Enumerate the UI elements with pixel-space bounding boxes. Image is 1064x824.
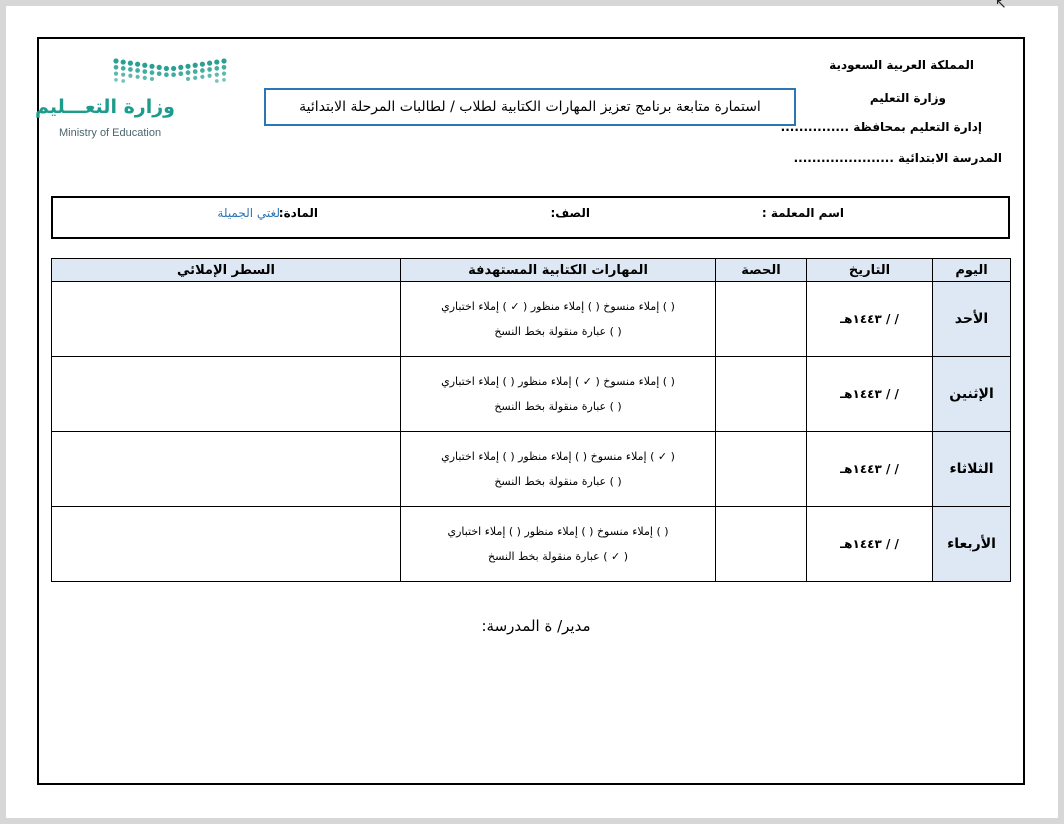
weekly-schedule-table [51,258,1011,582]
header-skills: المهارات الكتابية المستهدفة [401,259,716,282]
date-cell: / / ١٤٤٣هـ [807,432,933,507]
dictation-line-cell [52,282,401,357]
dictation-line-cell [52,507,401,582]
skills-cell [401,282,716,357]
table-header-row [52,259,1011,282]
teacher-name-label: اسم المعلمة : [761,206,844,220]
date-cell: / / ١٤٤٣هـ [807,507,933,582]
skills-option-phrase: ( ) عبارة منقولة بخط النسخ [494,325,622,338]
skills-option-phrase: ( ✓ ) عبارة منقولة بخط النسخ [487,550,629,563]
subject-value: لغتي الجميلة [217,206,280,220]
skills-options: ( ) إملاء منسوخ ( ✓ ) إملاء منظور ( ) إملاء اختباري [441,375,675,388]
school-line: المدرسة الابتدائية ...................... [793,151,1002,165]
day-cell: الإثنين [933,357,1011,432]
table-row [52,357,1011,432]
period-cell [716,282,807,357]
table-row [52,432,1011,507]
period-cell [716,432,807,507]
dictation-line-cell [52,357,401,432]
date-cell: / / ١٤٤٣هـ [807,357,933,432]
logo-english-text: Ministry of Education [59,127,162,139]
form-title: استمارة متابعة برنامج تعزيز المهارات الكتابية لطلاب / لطالبات المرحلة الابتدائية [264,88,796,126]
skills-cell [401,432,716,507]
skills-options: ( ) إملاء منسوخ ( ) إملاء منظور ( ) إملاء اختباري [447,525,669,538]
header-date: التاريخ [807,259,933,282]
administration-line: إدارة التعليم بمحافظة ............... [780,120,982,134]
skills-options: ( ✓ ) إملاء منسوخ ( ) إملاء منظور ( ) إملاء اختباري [441,450,675,463]
viewer-border-top [0,0,1064,6]
day-cell: الأربعاء [933,507,1011,582]
class-label: الصف: [550,206,590,220]
skills-cell [401,507,716,582]
day-cell: الثلاثاء [933,432,1011,507]
header-day: اليوم [933,259,1011,282]
kingdom-name: المملكة العربية السعودية [829,58,974,72]
header-period: الحصة [716,259,807,282]
viewer-border-right [1058,0,1064,824]
table-row [52,282,1011,357]
principal-signature-label: مدير/ ة المدرسة: [481,617,591,635]
day-cell: الأحد [933,282,1011,357]
header-dictation-line: السطر الإملائي [52,259,401,282]
table-row [52,507,1011,582]
info-bar [51,196,1010,239]
viewer-border-left [0,0,6,824]
date-cell: / / ١٤٤٣هـ [807,282,933,357]
period-cell [716,357,807,432]
ministry-name: وزارة التعليم [869,91,946,105]
skills-option-phrase: ( ) عبارة منقولة بخط النسخ [494,475,622,488]
mouse-cursor-icon: ↖ [995,0,1007,12]
subject-label: المادة: [278,206,318,220]
period-cell [716,507,807,582]
skills-options: ( ) إملاء منسوخ ( ) إملاء منظور ( ✓ ) إملاء اختباري [441,300,675,313]
skills-cell [401,357,716,432]
viewer-border-bottom [0,818,1064,824]
logo-arabic-text: وزارة التعـــليم [34,96,175,118]
skills-option-phrase: ( ) عبارة منقولة بخط النسخ [494,400,622,413]
dictation-line-cell [52,432,401,507]
